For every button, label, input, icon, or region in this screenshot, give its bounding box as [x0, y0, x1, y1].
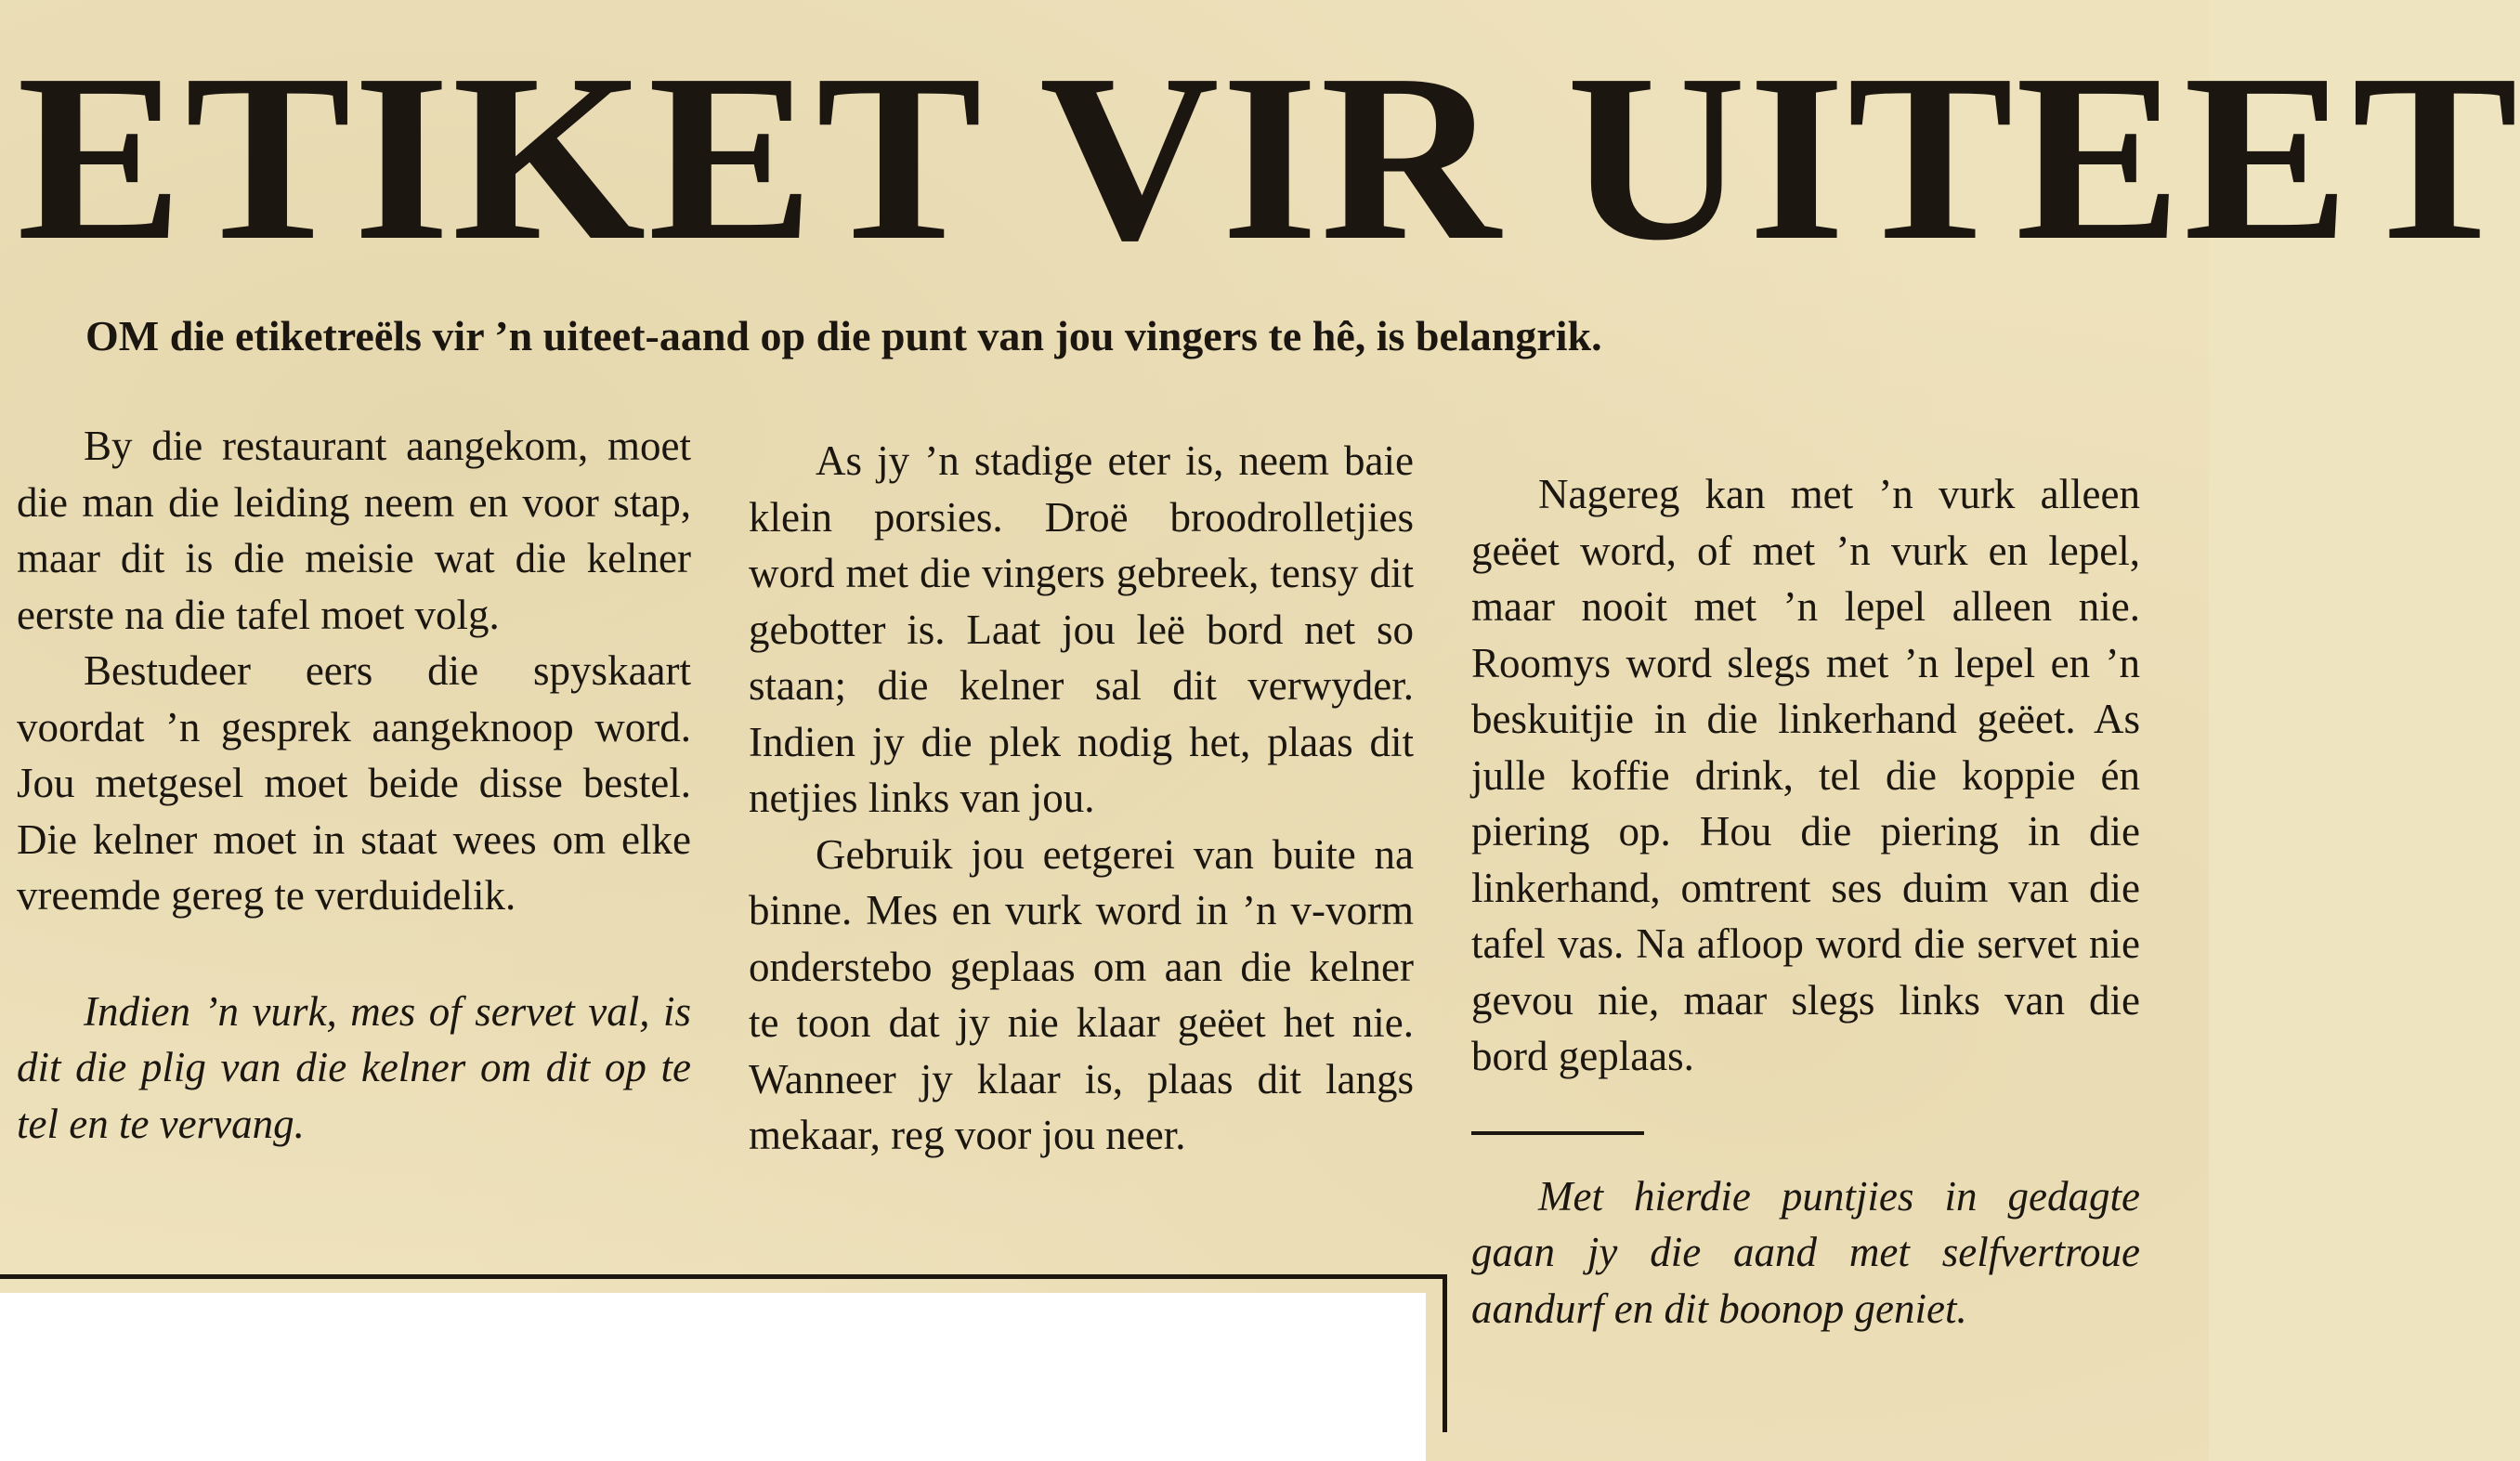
box-frame-side-rule — [1443, 1274, 1447, 1432]
article-column-3 — [1471, 466, 2140, 1337]
article-column-1 — [17, 418, 691, 1152]
blank-cutout-area — [0, 1293, 1426, 1461]
column-3-italic-closing: Met hierdie puntjies in gedagte gaan jy die aand met selfvertroue aandurf en dit boonop geniet. — [1471, 1172, 2140, 1332]
article-column-2 — [749, 433, 1414, 1164]
column-2-paragraph-1: As jy ’n stadige eter is, neem baie klein porsies. Droë broodrolletjies word met die vingers gebreek, tensy dit gebotter is. Laat jou leë bord net so staan; die kelner sal dit verwyder. Indien jy die plek nodig het, plaas dit netjies links van jou. — [749, 437, 1414, 821]
box-frame-top-rule — [0, 1274, 1447, 1279]
column-2-paragraph-2: Gebruik jou eetgerei van buite na binne. Mes en vurk word in ’n v-vorm onderstebo geplaas om aan die kelner te toon dat jy nie klaar geëet het nie. Wanneer jy klaar is, plaas dit langs mekaar, reg voor jou neer. — [749, 830, 1414, 1158]
intro-paragraph: OM die etiketreëls vir ’n uiteet-aand op die punt van jou vingers te hê, is belangrik. — [85, 312, 1602, 359]
column-1-italic-note: Indien ’n vurk, mes of servet val, is dit die plig van die kelner om dit op te tel en te vervang. — [17, 987, 691, 1147]
headline: ETIKET VIR UITEET — [17, 24, 2520, 290]
column-3-paragraph-1: Nagereg kan met ’n vurk alleen geëet word, of met ’n vurk en lepel, maar nooit met ’n lepel alleen nie. Roomys word slegs met ’n lepel en ’n beskuitjie in die linkerhand geëet. As julle koffie drink, tel die koppie én piering op. Hou die piering in die linkerhand, omtrent ses duim van die tafel vas. Na afloop word die servet nie gevou nie, maar slegs links van die bord geplaas. — [1471, 471, 2140, 1079]
column-1-paragraph-2: Bestudeer eers die spyskaart voordat ’n gesprek aangeknoop word. Jou metgesel moet beide disse bestel. Die kelner moet in staat wees om elke vreemde gereg te verduidelik. — [17, 647, 691, 919]
column-1-paragraph-1: By die restaurant aangekom, moet die man die leiding neem en voor stap, maar dit is die meisie wat die kelner eerste na die tafel moet volg. — [17, 423, 691, 638]
closing-divider — [1471, 1131, 1644, 1135]
